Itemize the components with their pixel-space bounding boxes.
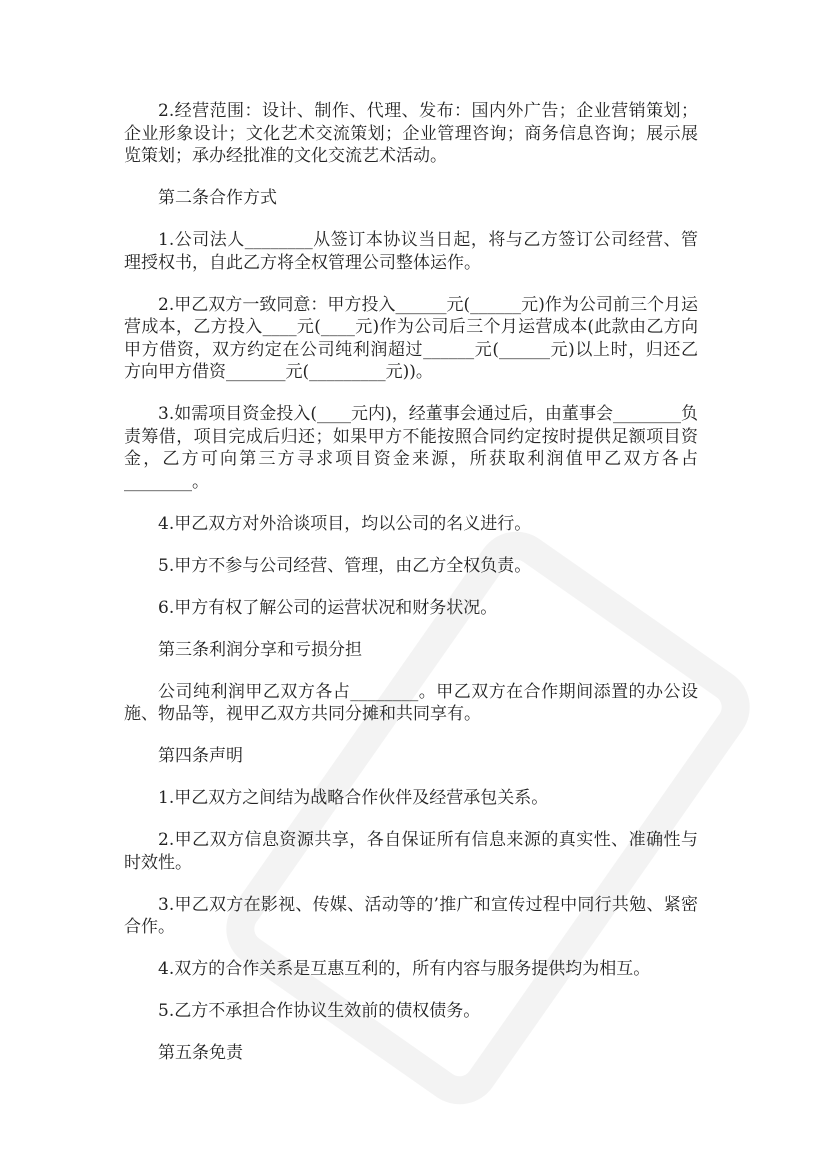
paragraph: 1.公司法人________从签订本协议当日起，将与乙方签订公司经营、管理授权书，自此乙方将全权管理公司整体运作。: [124, 230, 698, 273]
paragraph: 4.甲乙双方对外洽谈项目，均以公司的名义进行。: [158, 513, 532, 534]
paragraph: 2.甲乙双方一致同意：甲方投入______元(______元)作为公司前三个月运营成本，乙方投入____元(____元)作为公司后三个月运营成本(此款由乙方向甲方借资，双方约定在公司纯利润超过______元(______元)以上时，归还乙方向甲方借资_______元(_________元))。: [124, 294, 698, 382]
paragraph: 3.甲乙双方在影视、传媒、活动等的’推广和宣传过程中同行共勉、紧密合作。: [124, 894, 698, 937]
document-page: [124, 100, 698, 1084]
paragraph: 公司纯利润甲乙双方各占________。甲乙双方在合作期间添置的办公设施、物品等，视甲乙双方共同分摊和共同享有。: [124, 681, 698, 724]
section-heading-4: 第四条声明: [158, 746, 243, 766]
section-heading-5: 第五条免责: [158, 1043, 243, 1063]
section-heading-2: 第二条合作方式: [158, 188, 277, 208]
section-heading-3: 第三条利润分享和亏损分担: [158, 639, 362, 660]
paragraph: 3.如需项目资金投入(____元内)，经董事会通过后，由董事会________负责筹借，项目完成后归还；如果甲方不能按照合同约定按时提供足额项目资金，乙方可向第三方寻求项目资金来源，所获取利润值甲乙双方各占________。: [124, 404, 698, 492]
paragraph: 5.甲方不参与公司经营、管理，由乙方全权负责。: [158, 555, 532, 576]
paragraph: 2.甲乙双方信息资源共享，各自保证所有信息来源的真实性、准确性与时效性。: [124, 830, 698, 873]
paragraph-business-scope: 2.经营范围：设计、制作、代理、发布：国内外广告；企业营销策划；企业形象设计；文化艺术交流策划；企业管理咨询；商务信息咨询；展示展览策划；承办经批准的文化交流艺术活动。: [124, 101, 698, 166]
paragraph: 4.双方的合作关系是互惠互利的，所有内容与服务提供均为相互。: [158, 959, 651, 979]
paragraph: 1.甲乙双方之间结为战略合作伙伴及经营承包关系。: [158, 788, 549, 808]
paragraph: 6.甲方有权了解公司的运营状况和财务状况。: [158, 597, 498, 618]
paragraph: 5.乙方不承担合作协议生效前的债权债务。: [158, 1001, 481, 1021]
